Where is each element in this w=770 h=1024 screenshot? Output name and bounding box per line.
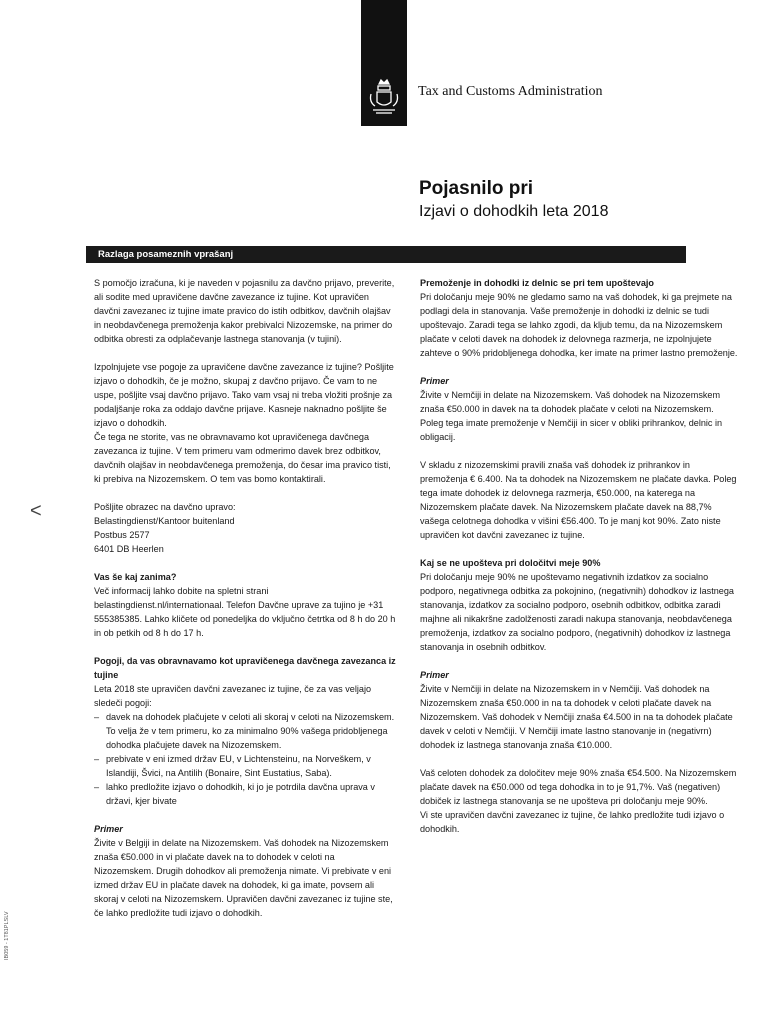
conditions-heading: Pogoji, da vas obravnavamo kot upravičenega davčnega zavezanca iz tujine [94, 656, 396, 680]
back-arrow-icon[interactable]: < [30, 500, 42, 522]
more-info-text: Več informacij lahko dobite na spletni strani belastingdienst.nl/internationaal. Telefon Davčne uprave za tujino je +31 555385385. Lahko kličete od ponedeljka do vključno četrtka od 8 h do 20 h in ob petkih od 8 h do 17 h. [94, 586, 396, 638]
dutch-royal-coat-of-arms-icon [367, 78, 401, 116]
example-label: Primer [420, 670, 449, 680]
eligibility-paragraph: Vi ste upravičen davčni zavezanec iz tujine, če lahko predložite tudi izjavo o dohodkih. [420, 810, 725, 834]
form-code: IB059 - 1T81PLSLV [4, 911, 10, 960]
address-line: 6401 DB Heerlen [94, 544, 164, 554]
document-title: Pojasnilo pri [419, 178, 534, 199]
intro-paragraph: S pomočjo izračuna, ki je naveden v pojasnilu za davčno prijavo, preverite, ali sodite med upravičene davčne zavezance iz tujine. Kot upravičen davčni zavezanec iz tujine imate pravico do istih odbitkov, davčnih olajšav in neobdavčenega premoženja kakor prebivalci Nizozemske, na primer do odbitka obresti za odplačevanje lastnega stanovanja (v tujini). [94, 278, 395, 344]
consequence-paragraph: Če tega ne storite, vas ne obravnavamo kot upravičenega davčnega zavezanca iz tujine. V tem primeru vam odmerimo davek brez odbitkov, davčnih olajšav in neobdavčenega premoženja, do česar ima pravico tisti, ki prebiva na Nizozemskem. O tem vas bomo kontaktirali. [94, 432, 391, 484]
total-income-paragraph: Vaš celoten dohodek za določitev meje 90% znaša €54.500. Na Nizozemskem plačate davek na €50.000 od tega dohodka in to je 91,7%. Vaš (negativen) dobiček iz lastnega stanovanja se ne upošteva pri določanju meje 90%. [420, 768, 737, 806]
example-label: Primer [94, 824, 123, 834]
assets-paragraph: Pri določanju meje 90% ne gledamo samo na vaš dohodek, ki ga prejmete na podlagi dela in stanovanja. Vaše premoženje in dohodki iz delnic se tudi upoštevajo. Zaradi tega se lahko zgodi, da kljub temu, da na Nizozemskem plačate v celoti davek na dohodek iz delovnega razmerja, ne izpolnjujete zahteve o 90% pridobljenega dohodka, ker imate na primer lastno premoženje. [420, 292, 738, 358]
logo-block [361, 0, 407, 126]
section-heading-bar: Razlaga posameznih vprašanj [86, 246, 686, 263]
address-intro: Pošljite obrazec na davčno upravo: [94, 502, 236, 512]
right-column [420, 276, 738, 850]
document-subtitle: Izjavi o dohodkih leta 2018 [419, 203, 609, 220]
conditions-paragraph: Izpolnjujete vse pogoje za upravičene davčne zavezance iz tujine? Pošljite izjavo o dohodkih, če je možno, skupaj z davčno prijavo. Če vam to ne uspe, pošljite vsaj davčno prijavo. Tako vam vsaj ni treba vložiti prošnje za podaljšanje roka za oddajo davčne prijave. Kasneje naknadno pošljite še izjavo o dohodkih. [94, 362, 394, 428]
organization-name: Tax and Customs Administration [418, 84, 603, 99]
example-text: Živite v Nemčiji in delate na Nizozemskem. Vaš dohodek na Nizozemskem znaša €50.000 in davek na ta dohodek plačate v celoti na Nizozemskem. Poleg tega imate premoženje v Nemčiji in sicer v obliki prihrankov, delnic in obligacij. [420, 390, 723, 442]
address-block [94, 514, 396, 556]
address-line: Postbus 2577 [94, 530, 150, 540]
calculation-paragraph: V skladu z nizozemskimi pravili znaša vaš dohodek iz prihrankov in premoženja € 6.400. Na ta dohodek na Nizozemskem ne plačate davka. Poleg tega imate dohodek iz delovnega razmerja, €50.000, na katerega na Nizozemskem plačate davek. Na Nizozemskem plačate davek na 88,7% vašega celotnega dohodka v višini €56.400. To je manj kot 90%. Zato niste upravičen kot davčni zavezanec iz tujine. [420, 460, 737, 540]
example-label: Primer [420, 376, 449, 386]
conditions-intro: Leta 2018 ste upravičen davčni zavezanec iz tujine, če za vas veljajo sledeči pogoji: [94, 684, 372, 708]
example-text: Živite v Nemčiji in delate na Nizozemskem in v Nemčiji. Vaš dohodek na Nizozemskem znaša €50.000 in na ta dohodek v celoti plačate davek na Nizozemskem. Vaš dohodek v Nemčiji znaša €4.500 in na ta dohodek plačate davek v celoti v Nemčiji. V Nemčiji imate lastno stanovanje in (negativrn) dohodek iz lastnega stanovanja znaša €10.000. [420, 684, 733, 750]
list-item: – davek na dohodek plačujete v celoti ali skoraj v celoti na Nizozemskem. To velja že v tem primeru, ko za minimalno 90% vašega pridobljenega dohodka plačujete davek na Nizozemskem. [94, 710, 396, 752]
address-line: Belastingdienst/Kantoor buitenland [94, 516, 235, 526]
assets-heading: Premoženje in dohodki iz delnic se pri tem upoštevajo [420, 278, 654, 288]
conditions-list [94, 710, 396, 808]
left-column [94, 276, 396, 934]
more-info-heading: Vas še kaj zanima? [94, 572, 177, 582]
example-text: Živite v Belgiji in delate na Nizozemskem. Vaš dohodek na Nizozemskem znaša €50.000 in vi plačate davek na to dohodek v celoti na Nizozemskem. Drugih dohodkov ali premoženja nimate. Vi prebivate v eni izmed držav EU in plačate davek na dohodek, ki ga imate, povsem ali skoraj v celoti na Nizozemskem. Upravičen davčni zavezanec iz tujine ste, če lahko predložite tudi izjavo o dohodkih. [94, 838, 393, 918]
list-item: – prebivate v eni izmed držav EU, v Lichtensteinu, na Norveškem, v Islandiji, Švici, na Antilih (Bonaire, Sint Eustatius, Saba). [94, 752, 396, 780]
exclusions-paragraph: Pri določanju meje 90% ne upoštevamo negativnih izdatkov za socialno podporo, negativnega odbitka za pokojnino, (negativnih) dohodkov iz lastnega stanovanja, izdatkov za socialno podporo, osebnih odbitkov, odbitka zaradi majhne ali nikakršne zadolženosti zaradi nakupa stanovanja, neobdavčenega premoženja, izdatkov za socialno podporo, (negativnih) dohodkov iz lastnega stanovanja in osebnih odbitkov. [420, 572, 734, 652]
list-item: – lahko predložite izjavo o dohodkih, ki jo je potrdila davčna uprava v državi, kjer bivate [94, 780, 396, 808]
exclusions-heading: Kaj se ne upošteva pri določitvi meje 90% [420, 558, 601, 568]
